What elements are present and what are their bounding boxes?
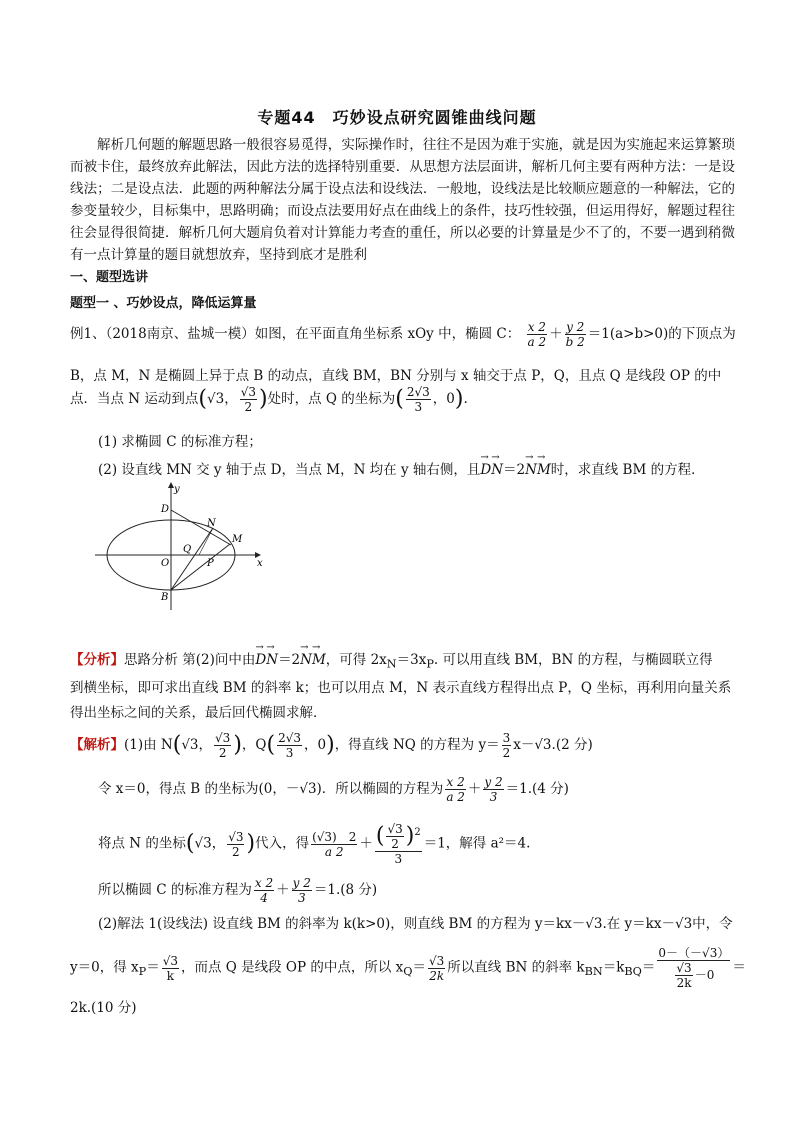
document-title: 专题44 巧妙设点研究圆锥曲线问题 <box>257 108 537 127</box>
solution-line-4: 所以椭圆 C 的标准方程为 $\frac{x 2}{4}$ ＋ $\frac{y 2}{3}$ ＝1.(8 分) <box>98 876 378 905</box>
fraction: $\frac{y 2}{b 2}$ <box>565 320 585 349</box>
example-line-1: 例1、（2018南京、盐城一模）如图，在平面直角坐标系 xOy 中，椭圆 C： $\frac{x 2}{a 2}$ ＋ $\frac{y 2}{b 2}$ ＝1(a>b>0)的下顶点为 <box>70 320 736 349</box>
fraction: $\frac{x 2}{a 2}$ <box>527 320 547 349</box>
solution-line-6: y＝0，得 $x_P=$ $\frac{√3}{k}$ ，而点 Q 是线段 OP 的中点，所以 $x_Q=$ $\frac{√3}{2k}$ 所以直线 BN 的斜率 $k_{BN}=k_{BQ}=$ 0－（－√3） $\frac{√3}{2k}$ －0 ＝ <box>70 946 746 990</box>
analysis-tag: 【分析】 <box>70 652 124 668</box>
solution-line-2: 令 x＝0，得点 B 的坐标为(0，－√3)．所以椭圆的方程为 $\frac{x 2}{a 2}$ ＋ $\frac{y 2}{3}$ ＝1.(4 分) <box>98 775 569 804</box>
question-1: (1) 求椭圆 C 的标准方程； <box>98 434 262 450</box>
type-heading: 题型一 、巧妙设点，降低运算量 <box>70 296 257 311</box>
solution-line-3: 将点 N 的坐标(√3， $\frac{√3}{2}$ )代入，得 $\frac{(√3) 2}{a 2}$ ＋ ( $\frac{√3}{2}$ )$^2$ 3 ＝1，解得 a²＝4. <box>98 822 531 866</box>
line-pn <box>199 528 213 555</box>
solution-line-7: 2k.(10 分) <box>70 1000 137 1016</box>
solution-line-5: (2)解法 1(设线法) 设直线 BM 的斜率为 k(k>0)，则直线 BM 的方程为 y＝kx－√3.在 y＝kx－√3中，令 <box>98 916 733 932</box>
label-p: P <box>207 558 214 569</box>
label-x: x <box>257 558 263 569</box>
analysis-line-2: 到横坐标，即可求出直线 BM 的斜率 k；也可以用点 M，N 表示直线方程得出点 P，Q 坐标，再利用向量关系 <box>70 680 732 696</box>
solution-tag: 【解析】 <box>70 737 124 753</box>
solution-line-1: 【解析】(1)由 N(√3， $\frac{√3}{2}$ )，Q( $\frac{2√3}{3}$ ，0)，得直线 NQ 的方程为 y＝ $\frac{3}{2}$ x－√3.(2 分) <box>70 731 593 760</box>
label-b: B <box>161 592 169 603</box>
label-o: O <box>161 558 170 569</box>
example-line-2: B，点 M，N 是椭圆上异于点 B 的动点，直线 BM，BN 分别与 x 轴交于点 P，Q，且点 Q 是线段 OP 的中 <box>70 368 722 384</box>
line-dm <box>171 510 231 545</box>
label-y: y <box>174 484 180 495</box>
example-line-3: 点．当点 N 运动到点(√3， $\frac{√3}{2}$ )处时，点 Q 的坐标为( $\frac{2√3}{3}$ ，0). <box>70 385 468 414</box>
intro-paragraph: 解析几何题的解题思路一般很容易觅得，实际操作时，往往不是因为难于实施，就是因为实施起来运算繁琐而被卡住，最终放弃此解法，因此方法的选择特别重要．从思想方法层面讲，解析几何主要有两种方法：一是设线法；二是设点法．此题的两种解法分属于设点法和设线法．一般地，设线法是比较顺应题意的一种解法，它的参变量较少，目标集中，思路明确；而设点法要用好点在曲线上的条件，技巧性较强，但运用得好，解题过程往往会显得很简捷．解析几何大题肩负着对计算能力考查的重任，所以必要的计算量是少不了的，不要一遇到稍微有一点计算量的题目就想放弃，坚持到底才是胜利 <box>70 137 735 263</box>
analysis-line-3: 得出坐标之间的关系，最后回代椭圆求解． <box>70 705 327 721</box>
question-2: (2) 设直线 MN 交 y 轴于点 D，当点 M，N 均在 y 轴右侧，且→ D→ N＝2→ N→ M时，求直线 BM 的方程． <box>98 458 705 478</box>
line-bm <box>171 544 230 590</box>
label-q: Q <box>183 544 192 555</box>
ellipse-figure <box>95 480 265 610</box>
label-m: M <box>232 534 243 545</box>
section-heading: 一、题型选讲 <box>70 270 149 285</box>
label-n: N <box>207 518 216 529</box>
analysis-line-1: 【分析】思路分析 第(2)问中由→ D→ N＝2→ N→ M，可得 $2x_N=3x_P$. 可以用直线 BM，BN 的方程，与椭圆联立得 <box>70 648 713 671</box>
label-d: D <box>161 504 170 515</box>
